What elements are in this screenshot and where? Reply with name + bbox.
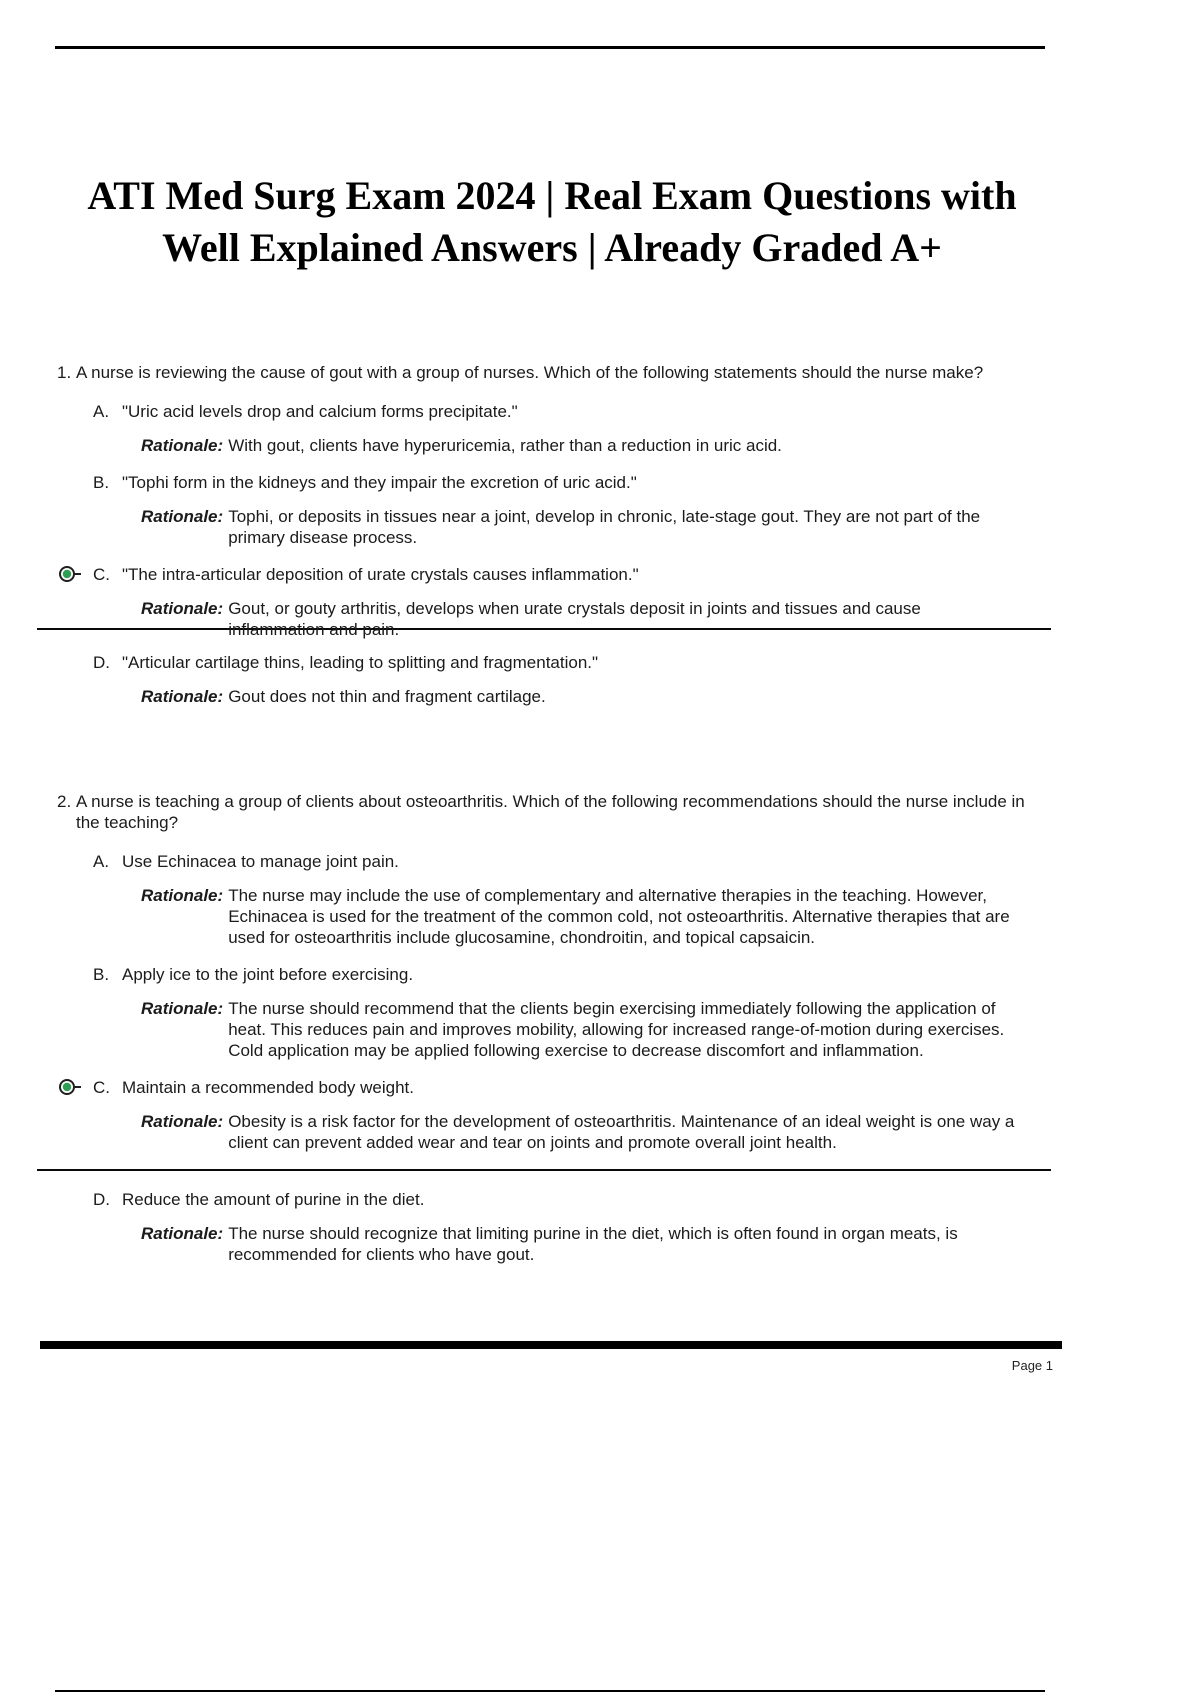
question-number: 1. [57,363,72,382]
rationale-text: The nurse should recommend that the clients begin exercising immediately following the application of heat. This reduces pain and improves mobility, allowing for increased range-of-motion during exercises. Cold application may be applied following exercise to decrease discomfort and inflammation. [228,999,1005,1060]
option-text: Reduce the amount of purine in the diet. [122,1190,425,1209]
page-break-rule [37,1169,1051,1171]
question-stem [57,791,1047,833]
option-2c-correct [93,1077,1047,1153]
option-letter: B. [93,965,110,984]
rationale-label: Rationale: [141,436,224,455]
bottom-rule [55,1690,1045,1692]
rationale [141,598,1047,640]
option-2a [93,851,1047,948]
question-text: A nurse is reviewing the cause of gout with a group of nurses. Which of the following statements should the nurse make? [76,363,984,382]
option-text: "Articular cartilage thins, leading to splitting and fragmentation." [122,653,599,672]
option-row [93,652,1047,673]
option-row [93,1077,1047,1098]
option-row [93,964,1047,985]
rationale-label: Rationale: [141,599,224,618]
question-1 [57,362,1047,707]
question-number: 2. [57,792,72,811]
option-2d [93,1189,1047,1265]
option-row [93,472,1047,493]
option-row [93,401,1047,422]
option-1d [93,652,1047,707]
correct-answer-icon [59,1078,85,1096]
top-rule [55,46,1045,49]
option-letter: A. [93,402,110,421]
rationale-label: Rationale: [141,687,224,706]
rationale [141,1223,1047,1265]
correct-answer-icon [59,565,85,583]
option-letter: D. [93,1190,110,1209]
page-title: ATI Med Surg Exam 2024 | Real Exam Questions with Well Explained Answers | Already Graded A+ [87,173,1017,270]
rationale-label: Rationale: [141,1224,224,1243]
rationale-label: Rationale: [141,507,224,526]
page-content [57,170,1047,1281]
option-text: Use Echinacea to manage joint pain. [122,852,399,871]
questions-list [57,362,1047,1265]
option-letter: A. [93,852,110,871]
option-text: "The intra-articular deposition of urate crystals causes inflammation." [122,565,639,584]
rationale-text: The nurse may include the use of complementary and alternative therapies in the teaching. However, Echinacea is used for the treatment of the common cold, not osteoarthritis. Alternative therapies that are used for osteoarthritis include glucosamine, chondroitin, and topical capsaicin. [228,886,1010,947]
rationale-text: With gout, clients have hyperuricemia, rather than a reduction in uric acid. [228,436,782,455]
rationale [141,686,1047,707]
option-2b [93,964,1047,1061]
rationale-text: Gout, or gouty arthritis, develops when urate crystals deposit in joints and tissues and cause inflammation and pain. [228,599,921,639]
rationale-text: Obesity is a risk factor for the development of osteoarthritis. Maintenance of an ideal weight is one way a client can prevent added wear and tear on joints and promote overall joint health. [228,1112,1015,1152]
question-stem [57,362,1047,383]
option-1b [93,472,1047,548]
option-1a [93,401,1047,456]
rationale [141,998,1047,1061]
rationale [141,885,1047,948]
footer-thick-rule [40,1341,1062,1349]
option-row [93,1189,1047,1210]
option-text: "Uric acid levels drop and calcium forms precipitate." [122,402,518,421]
option-letter: D. [93,653,110,672]
rationale [141,435,1047,456]
rationale-text: Gout does not thin and fragment cartilage. [228,687,546,706]
option-row [93,564,1047,585]
rationale-label: Rationale: [141,1112,224,1131]
rationale-text: The nurse should recognize that limiting purine in the diet, which is often found in organ meats, is recommended for clients who have gout. [228,1224,958,1264]
option-letter: B. [93,473,110,492]
option-text: Apply ice to the joint before exercising. [122,965,414,984]
rationale-text: Tophi, or deposits in tissues near a joint, develop in chronic, late-stage gout. They are not part of the primary disease process. [228,507,981,547]
rationale [141,506,1047,548]
page-number: Page 1 [1011,1358,1053,1373]
rationale-label: Rationale: [141,999,224,1018]
option-letter: C. [93,1078,110,1097]
rationale [141,1111,1047,1153]
option-1c-correct [93,564,1047,640]
rationale-label: Rationale: [141,886,224,905]
option-text: Maintain a recommended body weight. [122,1078,414,1097]
question-text: A nurse is teaching a group of clients about osteoarthritis. Which of the following recommendations should the nurse include in the teaching? [76,792,1025,832]
option-letter: C. [93,565,110,584]
question-2 [57,791,1047,1265]
option-row [93,851,1047,872]
option-text: "Tophi form in the kidneys and they impair the excretion of uric acid." [122,473,637,492]
